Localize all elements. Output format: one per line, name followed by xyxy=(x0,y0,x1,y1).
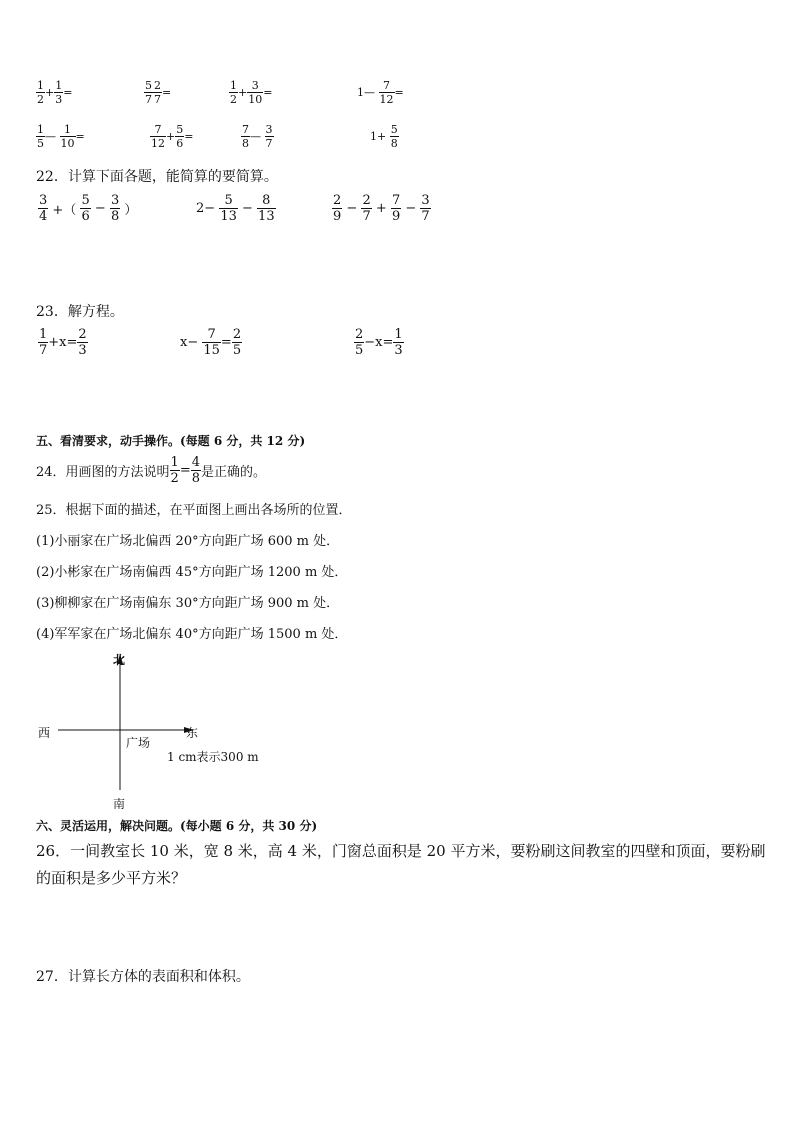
exercise-2-2: $\frac{7}{12}$ + $\frac{5}{6}$ = xyxy=(151,123,194,150)
fraction: $\frac{1}{2}$ xyxy=(170,455,179,486)
section-5-heading: 五、看清要求，动手操作。(每题 6 分，共 12 分) xyxy=(36,434,306,448)
exercise-1-2: $\frac{5}{7}$ $\frac{2}{7}$ = xyxy=(145,79,172,106)
label-south: 南 xyxy=(113,797,126,811)
q23-equation-2: x− $\frac{7}{15}$ = $\frac{2}{5}$ xyxy=(180,327,242,358)
q25-item-1: (1)小丽家在广场北偏西 20°方向距广场 600 m 处． xyxy=(36,534,340,549)
fraction: $\frac{1}{3}$ xyxy=(394,327,403,358)
q25-item-2: (2)小彬家在广场南偏西 45°方向距广场 1200 m 处． xyxy=(36,565,348,580)
fraction: $\frac{1}{2}$ xyxy=(230,79,237,106)
exercise-2-1: $\frac{1}{5}$ — $\frac{1}{10}$ = xyxy=(37,123,85,150)
fraction: $\frac{2}{7}$ xyxy=(154,79,161,106)
label-east: 东 xyxy=(186,726,199,740)
fraction: $\frac{1}{5}$ xyxy=(37,123,44,150)
exercise-2-4: 1+ $\frac{5}{8}$ xyxy=(370,123,398,150)
label-west: 西 xyxy=(38,726,51,740)
fraction: $\frac{5}{6}$ xyxy=(176,123,184,150)
fraction: $\frac{7}{15}$ xyxy=(203,327,220,358)
scale-note: 1 cm表示300 m xyxy=(167,750,259,764)
exercise-1-3: $\frac{1}{2}$ + $\frac{3}{10}$ = xyxy=(230,79,273,106)
question-23-title: 23．解方程。 xyxy=(36,304,124,320)
fraction: $\frac{1}{10}$ xyxy=(60,123,75,150)
label-plaza: 广场 xyxy=(126,736,151,750)
q22-expression-2: 2− $\frac{5}{13}$ − $\frac{8}{13}$ xyxy=(196,193,275,224)
q25-item-4: (4)军军家在广场北偏东 40°方向距广场 1500 m 处． xyxy=(36,627,348,642)
fraction: $\frac{2}{5}$ xyxy=(355,327,364,358)
fraction: $\frac{8}{13}$ xyxy=(258,193,275,224)
fraction: $\frac{4}{8}$ xyxy=(191,455,201,486)
q22-expression-1: $\frac{3}{4}$ +（ $\frac{5}{6}$ − $\frac{3}{8}$ ） xyxy=(39,193,138,224)
exercise-2-3: $\frac{7}{8}$ — $\frac{3}{7}$ xyxy=(242,123,273,150)
fraction: $\frac{3}{4}$ xyxy=(39,193,48,224)
fraction: $\frac{2}{3}$ xyxy=(78,327,87,358)
section-6-heading: 六、灵活运用，解决问题。(每小题 6 分，共 30 分) xyxy=(36,819,318,833)
exercise-1-4: 1— $\frac{7}{12}$ = xyxy=(357,79,404,106)
fraction: $\frac{7}{12}$ xyxy=(151,123,165,150)
fraction: $\frac{5}{7}$ xyxy=(145,79,152,106)
question-24: 24．用画图的方法说明 $\frac{1}{2}$ = $\frac{4}{8}$ 是正确的。 xyxy=(36,455,267,486)
q22-expression-3: $\frac{2}{9}$ − $\frac{2}{7}$ + $\frac{7}{9}$ − $\frac{3}{7}$ xyxy=(333,193,430,224)
fraction: $\frac{5}{8}$ xyxy=(390,123,398,150)
fraction: $\frac{7}{8}$ xyxy=(242,123,249,150)
question-27: 27．计算长方体的表面积和体积。 xyxy=(36,969,250,985)
question-25-title: 25．根据下面的描述，在平面图上画出各场所的位置． xyxy=(36,503,352,518)
question-22-title: 22．计算下面各题，能简算的要简算。 xyxy=(36,169,278,185)
fraction: $\frac{2}{5}$ xyxy=(232,327,242,358)
fraction: $\frac{1}{3}$ xyxy=(55,79,63,106)
fraction: $\frac{3}{7}$ xyxy=(265,123,273,150)
fraction: $\frac{1}{7}$ xyxy=(39,327,48,358)
q23-equation-3: $\frac{2}{5}$ −x= $\frac{1}{3}$ xyxy=(355,327,403,358)
question-26: 26．一间教室长 10 米，宽 8 米，高 4 米，门窗总面积是 20 平方米，要粉刷这间教室的四壁和顶面，要粉刷的面积是多少平方米？ xyxy=(36,842,766,887)
fraction: $\frac{3}{10}$ xyxy=(248,79,263,106)
label-north: 北 xyxy=(113,653,126,667)
fraction: $\frac{3}{7}$ xyxy=(421,193,430,224)
fraction: $\frac{5}{13}$ xyxy=(220,193,237,224)
q25-item-3: (3)柳柳家在广场南偏东 30°方向距广场 900 m 处． xyxy=(36,596,340,611)
exercise-1-1: $\frac{1}{2}$ + $\frac{1}{3}$ = xyxy=(37,79,73,106)
fraction: $\frac{7}{12}$ xyxy=(379,79,394,106)
fraction: $\frac{2}{7}$ xyxy=(362,193,371,224)
q23-equation-1: $\frac{1}{7}$ +x= $\frac{2}{3}$ xyxy=(39,327,87,358)
fraction: $\frac{1}{2}$ xyxy=(37,79,44,106)
fraction: $\frac{3}{8}$ xyxy=(110,193,120,224)
fraction: $\frac{5}{6}$ xyxy=(81,193,90,224)
fraction: $\frac{2}{9}$ xyxy=(333,193,342,224)
fraction: $\frac{7}{9}$ xyxy=(391,193,401,224)
